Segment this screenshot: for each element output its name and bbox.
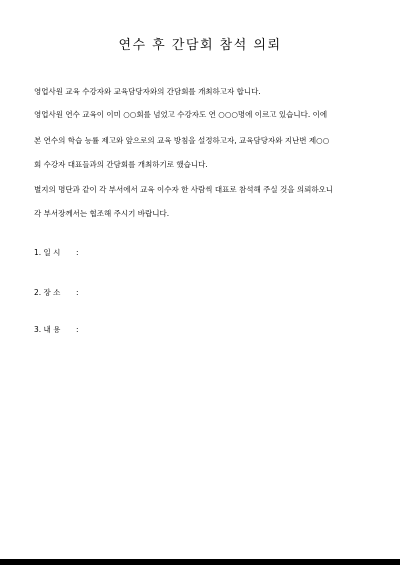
document-title: 연수 후 간담회 참석 의뢰 [118,38,282,53]
item-place-label: 2. 장 소 [34,288,61,297]
paragraph-line: 영업사원 연수 교육이 이미 ○○회를 넘었고 수강자도 연 ○○○명에 이르고 있습니다. 이에 [34,110,328,119]
item-content-separator: : [76,325,79,334]
item-content-label: 3. 내 용 [34,325,61,334]
paragraph-line: 각 부서장께서는 협조해 주시기 바랍니다. [34,209,170,218]
paragraph-line: 본 연수의 학습 능률 제고와 앞으로의 교육 방침을 설정하고자, 교육담당자와 지난번 제○○ [34,136,330,145]
paragraph-line: 회 수강자 대표들과의 간담회를 개최하기로 했습니다. [34,160,208,169]
item-date-label: 1. 일 시 [34,248,61,257]
paragraph-line: 영업사원 교육 수강자와 교육담당자와의 간담회를 개최하고자 합니다. [34,87,261,96]
bottom-rule [0,559,400,565]
paragraph-line: 별지의 명단과 같이 각 부서에서 교육 이수자 한 사람씩 대표로 참석해 주실 것을 의뢰하오니 [34,185,334,194]
item-date-separator: : [76,248,79,257]
item-place-separator: : [76,288,79,297]
